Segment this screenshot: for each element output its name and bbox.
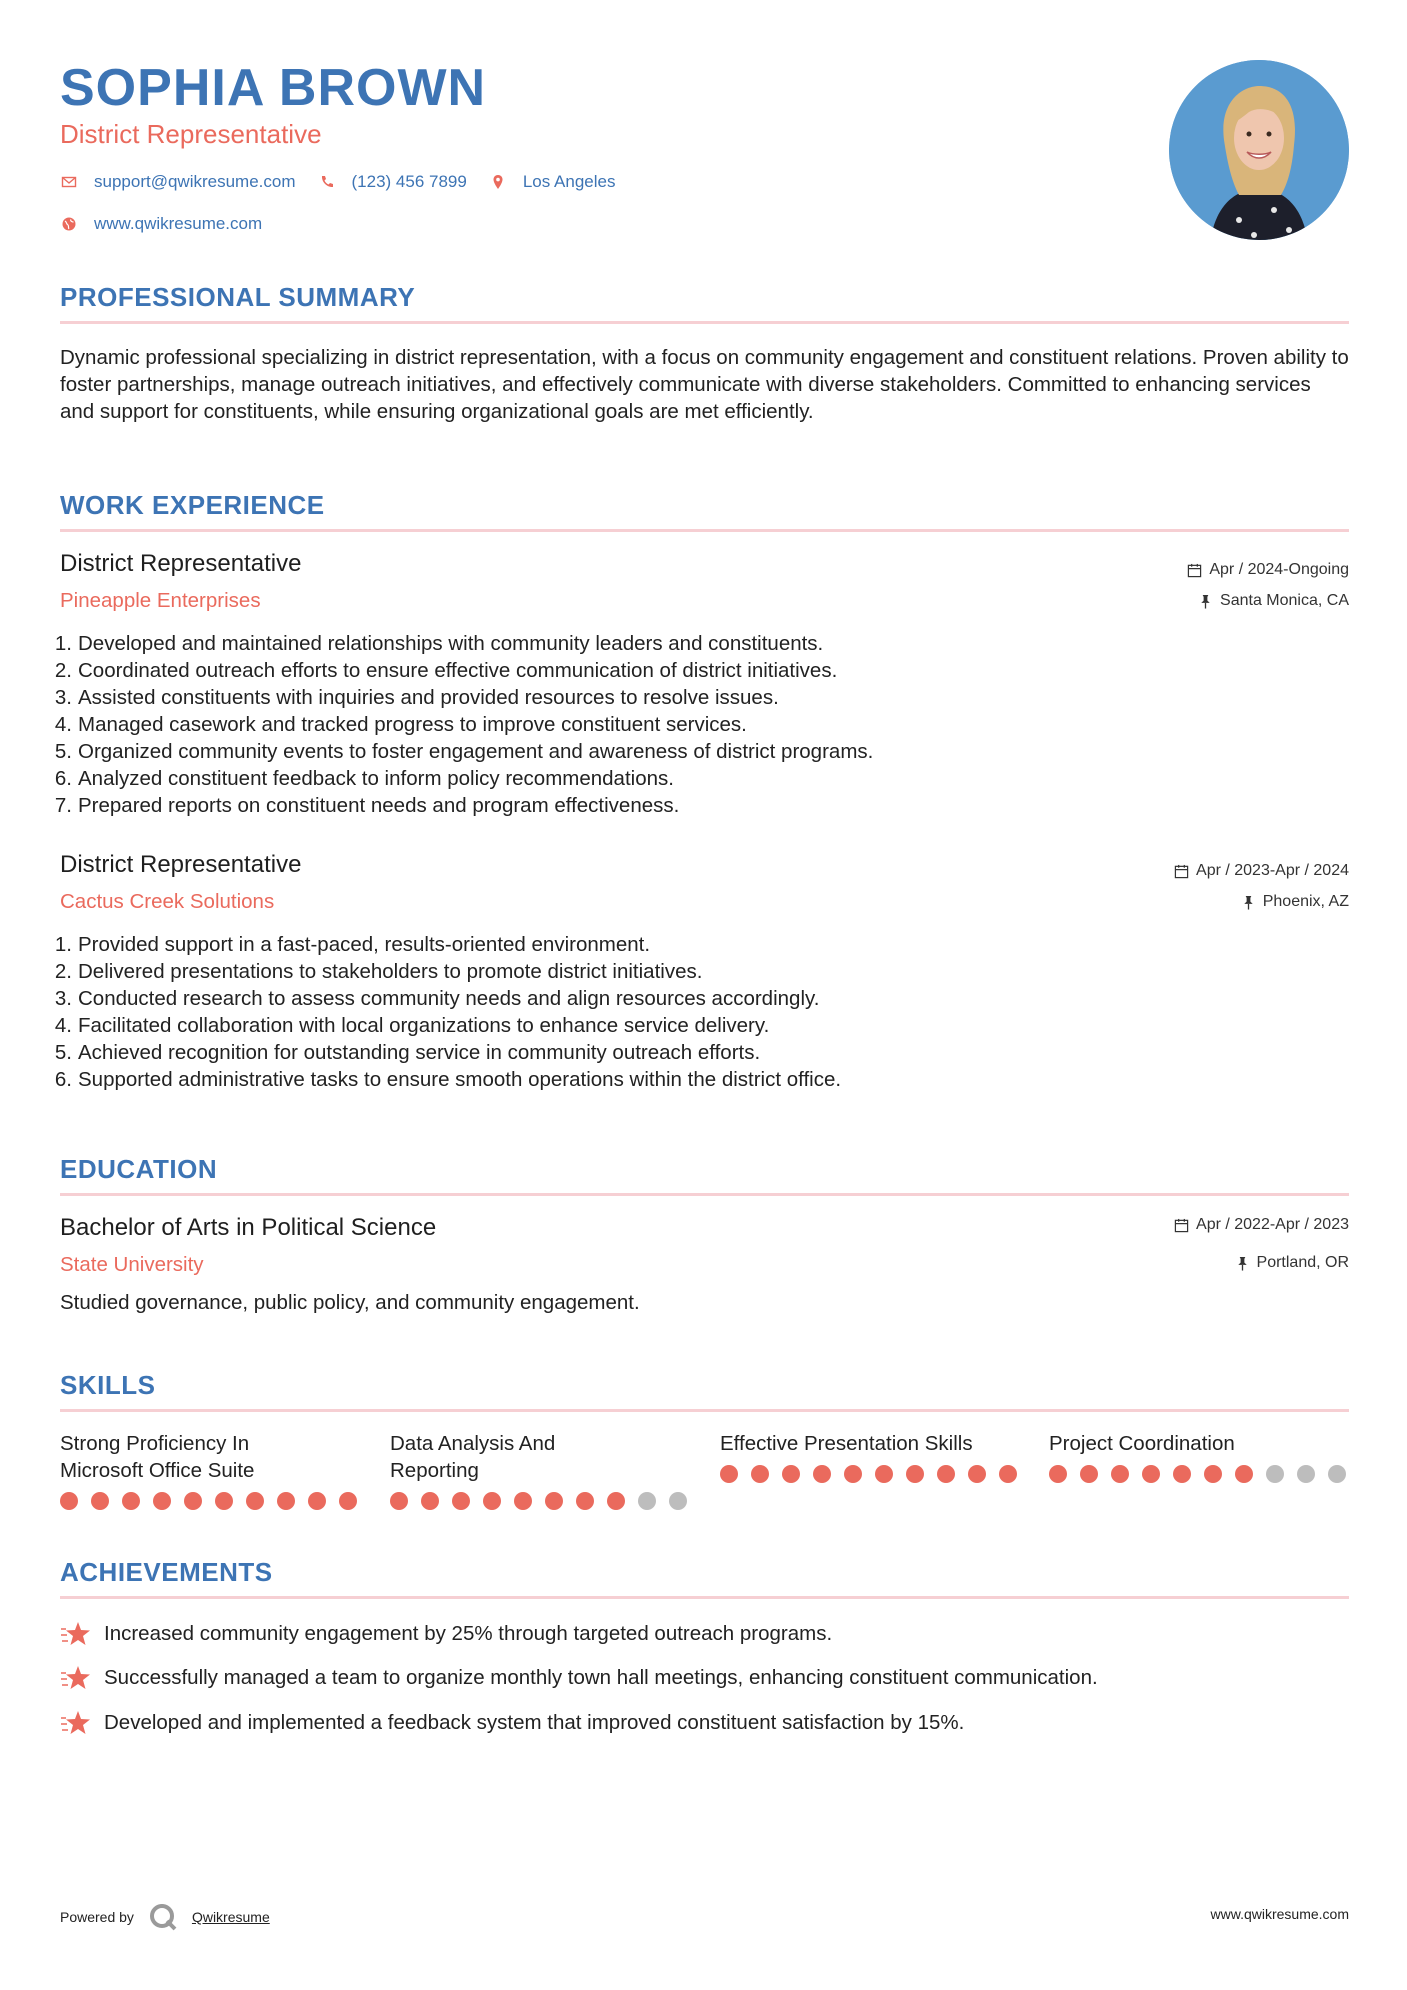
skill-dot-filled — [1173, 1465, 1191, 1483]
candidate-name: SOPHIA BROWN — [60, 59, 487, 117]
footer-powered-by — [60, 1902, 270, 1932]
skill-name-line: Reporting — [390, 1459, 479, 1482]
skill-dot-filled — [277, 1492, 295, 1510]
skill-dot-filled — [60, 1492, 78, 1510]
map-pin-icon — [489, 173, 507, 191]
section-title-experience: WORK EXPERIENCE — [60, 490, 325, 520]
achievement-item — [60, 1620, 832, 1648]
skill-dot-filled — [91, 1492, 109, 1510]
job-company: Pineapple Enterprises — [60, 589, 261, 612]
star-award-icon — [60, 1664, 92, 1692]
skill-item — [1049, 1430, 1349, 1483]
pushpin-icon — [1241, 895, 1256, 910]
skill-dot-filled — [607, 1492, 625, 1510]
star-award-icon — [60, 1620, 92, 1648]
skill-rating — [720, 1465, 1020, 1483]
school-name: State University — [60, 1253, 204, 1276]
education-location — [1235, 1254, 1349, 1272]
skill-dot-filled — [153, 1492, 171, 1510]
job-location-text: Santa Monica, CA — [1220, 592, 1349, 609]
list-item: 2. Delivered presentations to stakeholders to promote district initiatives. — [54, 960, 703, 983]
globe-icon — [60, 215, 78, 233]
section-title-skills: SKILLS — [60, 1370, 156, 1400]
pushpin-icon — [1235, 1256, 1250, 1271]
education-location-text: Portland, OR — [1256, 1254, 1349, 1271]
list-item: 1. Provided support in a fast-paced, results-oriented environment. — [54, 933, 651, 956]
job-bullets — [50, 630, 873, 819]
contact-row — [60, 172, 637, 192]
list-item: 6. Supported administrative tasks to ensure smooth operations within the district office. — [54, 1068, 842, 1091]
section-title-summary: PROFESSIONAL SUMMARY — [60, 282, 416, 312]
skill-dot-filled — [906, 1465, 924, 1483]
contact-location — [489, 172, 616, 192]
section-divider — [60, 529, 1349, 532]
achievement-item — [60, 1664, 1098, 1692]
skill-dot-empty — [1266, 1465, 1284, 1483]
skill-dot-filled — [782, 1465, 800, 1483]
skill-dot-filled — [1080, 1465, 1098, 1483]
skill-name-line: Microsoft Office Suite — [60, 1459, 255, 1482]
job-dates-text: Apr / 2023-Apr / 2024 — [1196, 862, 1349, 879]
achievement-text: Increased community engagement by 25% through targeted outreach programs. — [104, 1622, 833, 1645]
skill-name-line: Strong Proficiency In — [60, 1432, 250, 1455]
email-text: support@qwikresume.com — [94, 172, 296, 191]
section-title-achievements: ACHIEVEMENTS — [60, 1557, 273, 1587]
skill-dot-filled — [1142, 1465, 1160, 1483]
job-location — [1241, 893, 1349, 911]
contact-website[interactable] — [60, 214, 262, 234]
job-dates-text: Apr / 2024-Ongoing — [1209, 561, 1349, 578]
qwikresume-link[interactable]: Qwikresume — [191, 1909, 270, 1925]
skill-dot-filled — [421, 1492, 439, 1510]
skill-dot-filled — [1111, 1465, 1129, 1483]
list-item: 4. Managed casework and tracked progress to improve constituent services. — [54, 713, 747, 736]
skill-dot-filled — [483, 1492, 501, 1510]
job-company: Cactus Creek Solutions — [60, 890, 275, 913]
skill-dot-empty — [669, 1492, 687, 1510]
education-dates — [1174, 1216, 1349, 1234]
skill-dot-empty — [1328, 1465, 1346, 1483]
skill-dot-filled — [390, 1492, 408, 1510]
skill-dot-filled — [308, 1492, 326, 1510]
achievement-text: Developed and implemented a feedback system that improved constituent satisfaction by 15%. — [104, 1711, 965, 1734]
education-dates-text: Apr / 2022-Apr / 2023 — [1196, 1216, 1349, 1233]
list-item: 7. Prepared reports on constituent needs and program effectiveness. — [54, 794, 680, 817]
skill-dot-filled — [215, 1492, 233, 1510]
skill-rating — [60, 1492, 360, 1510]
achievement-text: Successfully managed a team to organize monthly town hall meetings, enhancing constituent communication. — [104, 1666, 1098, 1689]
qwikresume-logo-icon — [148, 1902, 178, 1932]
contact-email[interactable] — [60, 172, 296, 192]
skill-rating — [390, 1492, 690, 1510]
skill-dot-filled — [844, 1465, 862, 1483]
skill-dot-filled — [999, 1465, 1017, 1483]
skill-dot-filled — [875, 1465, 893, 1483]
skill-rating — [1049, 1465, 1349, 1483]
location-text: Los Angeles — [522, 172, 616, 191]
skill-item — [390, 1430, 690, 1510]
skill-dot-filled — [246, 1492, 264, 1510]
list-item: 5. Organized community events to foster engagement and awareness of district programs. — [54, 740, 874, 763]
phone-icon — [318, 173, 336, 191]
section-divider — [60, 1409, 1349, 1412]
skill-dot-filled — [452, 1492, 470, 1510]
skill-dot-filled — [813, 1465, 831, 1483]
list-item: 4. Facilitated collaboration with local organizations to enhance service delivery. — [54, 1014, 770, 1037]
footer-url[interactable]: www.qwikresume.com — [1210, 1906, 1349, 1922]
job-location-text: Phoenix, AZ — [1262, 893, 1349, 910]
skill-dot-filled — [339, 1492, 357, 1510]
summary-text: Dynamic professional specializing in district representation, with a focus on community engagement and constituent relations. Proven ability to foster partnerships, manage outreach initiatives, and effectively communicate with diverse stakeholders. Committed to enhancing services and support for constituents, while ensuring organizational goals are met efficiently. — [60, 346, 1349, 423]
contact-phone[interactable] — [318, 172, 467, 192]
skill-dot-filled — [1049, 1465, 1067, 1483]
calendar-icon — [1174, 1218, 1189, 1233]
section-title-education: EDUCATION — [60, 1154, 218, 1184]
skill-dot-filled — [1204, 1465, 1222, 1483]
skill-name-line: Project Coordination — [1049, 1432, 1235, 1455]
degree-title: Bachelor of Arts in Political Science — [60, 1214, 437, 1241]
job-location — [1198, 592, 1349, 610]
contact-row-2 — [60, 214, 284, 234]
skill-dot-filled — [751, 1465, 769, 1483]
skill-dot-empty — [638, 1492, 656, 1510]
education-description: Studied governance, public policy, and community engagement. — [60, 1291, 640, 1314]
job-title: District Representative — [60, 851, 302, 878]
achievement-item — [60, 1709, 964, 1737]
job-title: District Representative — [60, 550, 302, 577]
phone-text: (123) 456 7899 — [351, 172, 467, 191]
skill-name-line: Effective Presentation Skills — [720, 1432, 973, 1455]
job-dates — [1174, 862, 1349, 880]
skill-dot-filled — [545, 1492, 563, 1510]
powered-by-label: Powered by — [60, 1909, 134, 1925]
skill-dot-filled — [720, 1465, 738, 1483]
skill-dot-filled — [122, 1492, 140, 1510]
section-divider — [60, 1596, 1349, 1599]
star-award-icon — [60, 1709, 92, 1737]
calendar-icon — [1174, 864, 1189, 879]
skill-dot-filled — [576, 1492, 594, 1510]
list-item: 3. Assisted constituents with inquiries and provided resources to resolve issues. — [54, 686, 779, 709]
skill-dot-filled — [968, 1465, 986, 1483]
skill-name-line: Data Analysis And — [390, 1432, 556, 1455]
section-divider — [60, 1193, 1349, 1196]
website-text: www.qwikresume.com — [94, 214, 263, 233]
list-item: 5. Achieved recognition for outstanding service in community outreach efforts. — [54, 1041, 761, 1064]
list-item: 2. Coordinated outreach efforts to ensure effective communication of district initiatives. — [54, 659, 838, 682]
profile-photo — [1169, 60, 1349, 240]
skill-dot-filled — [1235, 1465, 1253, 1483]
pushpin-icon — [1198, 594, 1213, 609]
skill-item — [60, 1430, 360, 1510]
job-bullets — [50, 931, 841, 1093]
skill-dot-empty — [1297, 1465, 1315, 1483]
section-divider — [60, 321, 1349, 324]
list-item: 1. Developed and maintained relationships with community leaders and constituents. — [54, 632, 824, 655]
list-item: 6. Analyzed constituent feedback to inform policy recommendations. — [54, 767, 674, 790]
list-item: 3. Conducted research to assess community needs and align resources accordingly. — [54, 987, 820, 1010]
skill-dot-filled — [937, 1465, 955, 1483]
job-dates — [1187, 561, 1349, 579]
candidate-role: District Representative — [60, 119, 322, 149]
skill-dot-filled — [514, 1492, 532, 1510]
skill-dot-filled — [184, 1492, 202, 1510]
envelope-icon — [60, 173, 78, 191]
skill-item — [720, 1430, 1020, 1483]
calendar-icon — [1187, 563, 1202, 578]
